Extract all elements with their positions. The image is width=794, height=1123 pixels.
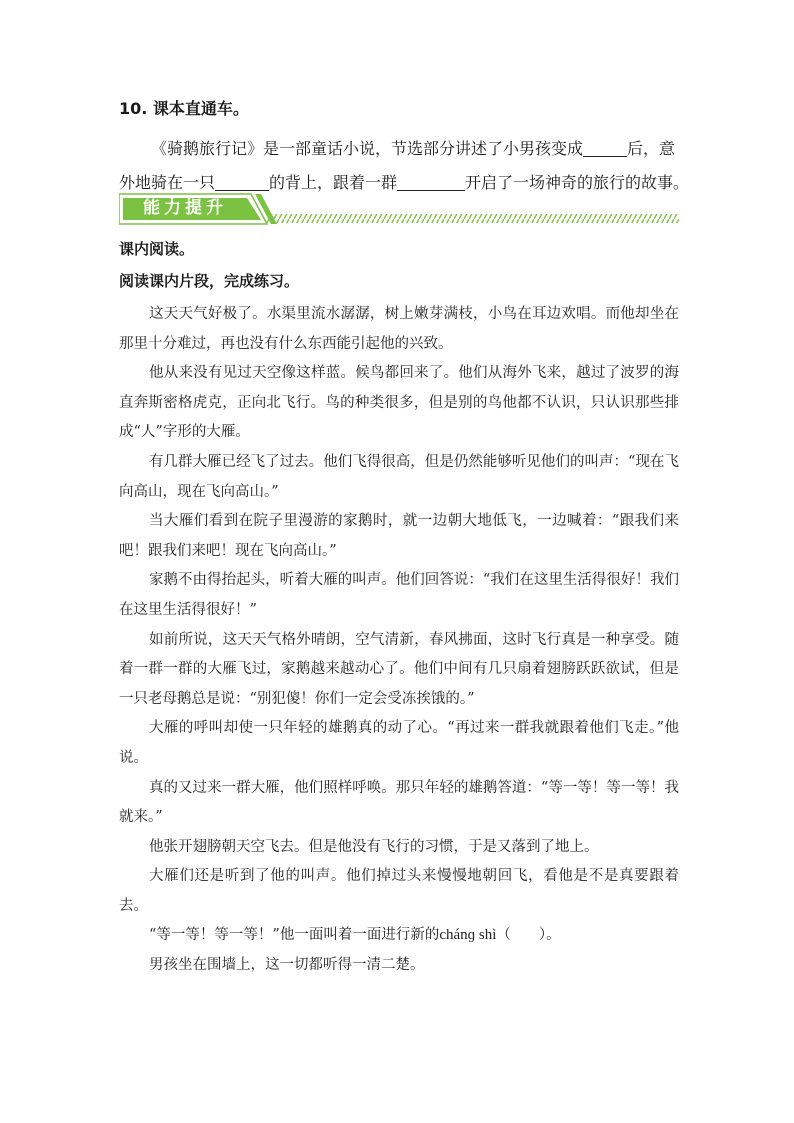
passage-paragraph: 大雁们还是听到了他的叫声。他们掉过头来慢慢地朝回飞，看他是不是真要跟着去。 [119, 868, 679, 914]
passage-text: “等一等！等一等！”他一面叫着一面进行新的 [149, 927, 440, 944]
question-10-text: 外地骑在一只 [119, 173, 216, 192]
passage-paragraph-pinyin [119, 921, 679, 951]
section-banner [119, 192, 679, 226]
passage-paragraph: 这天天气好极了。水渠里流水潺潺，树上嫩芽满枝，小鸟在耳边欢唱。而他却坐在那里十分难过，再也没有什么东西能引起他的兴致。 [119, 306, 679, 352]
close-paren: ）。 [538, 927, 561, 944]
pinyin-text: chánɡ shì [439, 927, 497, 944]
passage-paragraph: 家鹅不由得抬起头，听着大雁的叫声。他们回答说：“我们在这里生活得很好！我们在这里生活得很好！” [119, 572, 679, 618]
answer-blank-followed-flock[interactable] [397, 172, 465, 191]
section-heading: 课内阅读。 [119, 240, 195, 258]
question-10-text: 的背上，跟着一群 [269, 173, 398, 192]
reading-passage [119, 300, 679, 981]
question-10-text: 《骑鹅旅行记》是一部童话小说，节选部分讲述了小男孩变成 [151, 139, 584, 158]
passage-paragraph: 男孩坐在围墙上，这一切都听得一清二楚。 [149, 957, 425, 974]
answer-blank-boy-became[interactable] [583, 138, 627, 157]
passage-paragraph: 大雁的呼叫却使一只年轻的雄鹅真的动了心。“再过来一群我就跟着他们飞走。”他说。 [119, 720, 679, 766]
passage-paragraph: 真的又过来一群大雁，他们照样呼唤。那只年轻的雄鹅答道：“等一等！等一等！我就来。” [119, 779, 679, 826]
passage-paragraph: 有几群大雁已经飞了过去。他们飞得很高，但是仍然能够听见他们的叫声：“现在飞向高山，现在飞向高山。” [119, 453, 679, 500]
passage-paragraph: 如前所说，这天天气格外晴朗，空气清新，春风拂面，这时飞行真是一种享受。随着一群一群的大雁飞过，家鹅越来越动心了。他们中间有几只扇着翅膀跃跃欲试，但是一只老母鹅总是说：“别犯傻！你们一定会受冻挨饿的。” [119, 631, 679, 707]
question-10-text: 后，意 [627, 139, 676, 158]
instruction-text: 阅读课内片段，完成练习。 [119, 272, 300, 290]
question-10 [119, 98, 690, 200]
passage-paragraph: 当大雁们看到在院子里漫游的家鹅时，就一边朝大地低飞，一边喊着：“跟我们来吧！跟我们来吧！现在飞向高山。” [119, 513, 679, 559]
question-10-line-1 [119, 132, 679, 166]
open-paren: （ [496, 927, 511, 944]
passage-paragraph: 他从来没有见过天空像这样蓝。候鸟都回来了。他们从海外飞来，越过了波罗的海直奔斯密格虎克，正向北飞行。鸟的种类很多，但是别的鸟他都不认识，只认识那些排成“人”字形的大雁。 [119, 365, 679, 441]
section-banner-label: 能力提升 [143, 198, 227, 218]
question-10-title: 10. 课本直通车。 [119, 99, 249, 118]
banner-hatch-stripe [267, 214, 679, 223]
answer-blank-rode-on[interactable] [215, 172, 269, 191]
question-10-text: 开启了一场神奇的旅行的故事。 [465, 173, 690, 192]
passage-paragraph: 他张开翅膀朝天空飞去。但是他没有飞行的习惯，于是又落到了地上。 [149, 838, 599, 855]
